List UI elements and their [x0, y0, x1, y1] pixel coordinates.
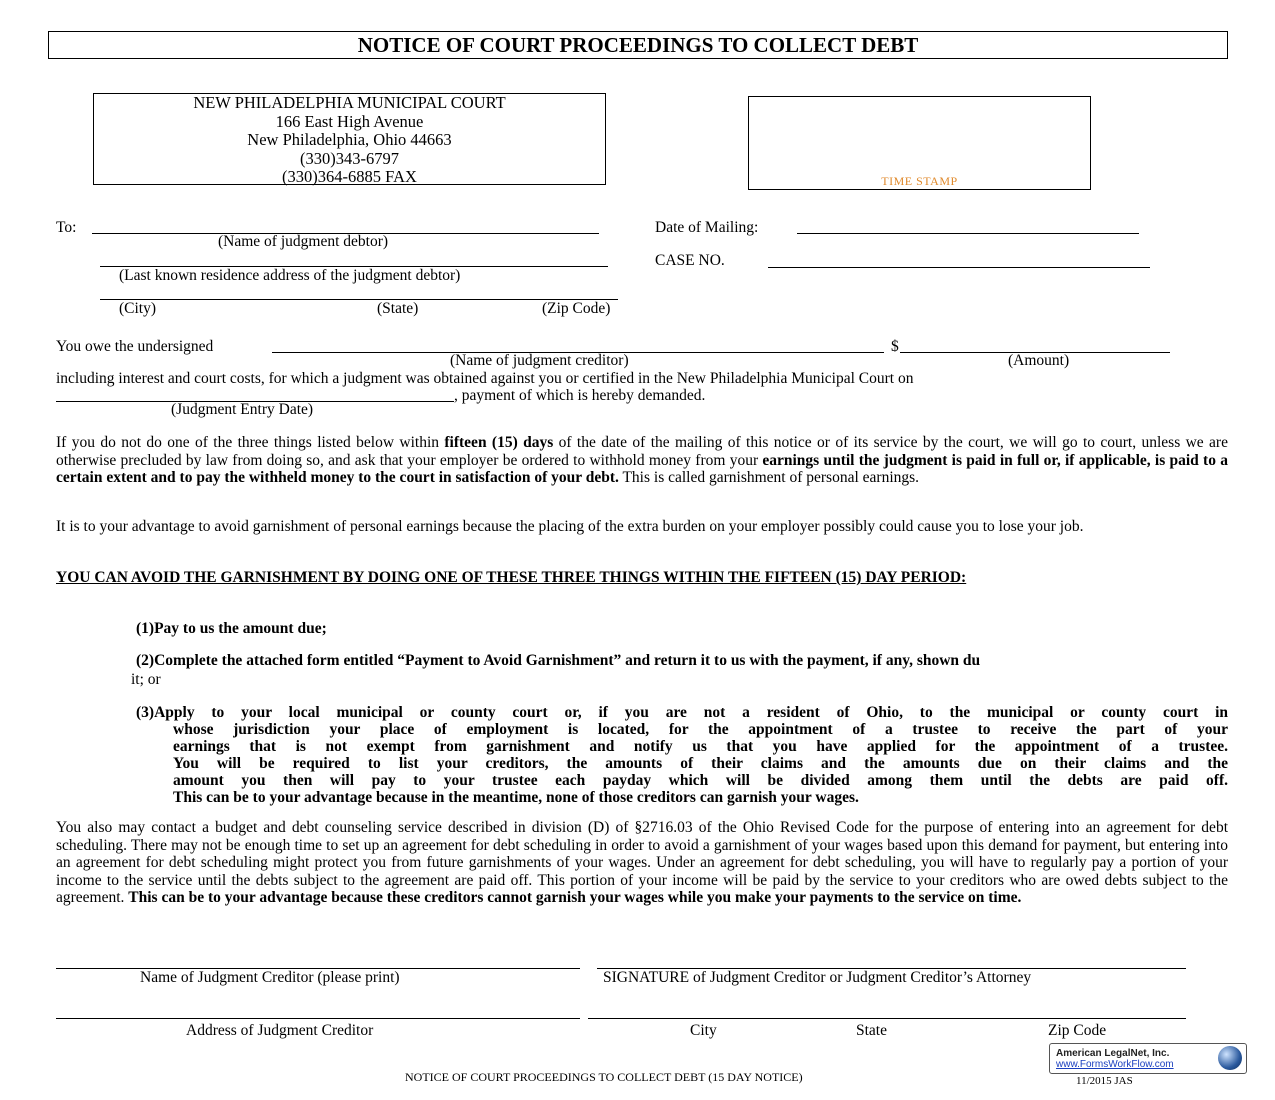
- form-title: NOTICE OF COURT PROCEEDINGS TO COLLECT DEBT: [48, 31, 1228, 59]
- zip-caption: (Zip Code): [542, 300, 611, 317]
- payment-demanded-text: , payment of which is hereby demanded.: [454, 387, 706, 404]
- state-caption: (State): [377, 300, 419, 317]
- para3-bold-text: This can be to your advantage because these creditors cannot garnish your wages while you make your payments to the service on time.: [128, 889, 1022, 906]
- revision-code: 11/2015 JAS: [1076, 1075, 1133, 1087]
- american-legalnet-logo[interactable]: [1049, 1043, 1247, 1074]
- signature-city-caption: City: [690, 1022, 717, 1039]
- option-2-continuation: it; or: [131, 671, 161, 688]
- dollar-sign: $: [891, 338, 899, 355]
- para1-text-a: If you do not do one of the three things listed below within: [56, 434, 445, 451]
- footer-form-title: NOTICE OF COURT PROCEEDINGS TO COLLECT DEBT (15 DAY NOTICE): [405, 1070, 803, 1084]
- signature-zip-caption: Zip Code: [1048, 1022, 1107, 1039]
- debtor-address-caption: (Last known residence address of the judgment debtor): [119, 267, 461, 284]
- to-label: To:: [56, 219, 77, 236]
- globe-icon: [1218, 1046, 1242, 1070]
- logo-url-link[interactable]: www.FormsWorkFlow.com: [1056, 1059, 1174, 1070]
- court-street: 166 East High Avenue: [275, 111, 424, 131]
- date-of-mailing-line[interactable]: [797, 233, 1139, 234]
- you-owe-label: You owe the undersigned: [56, 338, 214, 355]
- court-name: NEW PHILADELPHIA MUNICIPAL COURT: [193, 93, 506, 112]
- creditor-address-line[interactable]: [56, 1018, 580, 1019]
- time-stamp-label: TIME STAMP: [881, 174, 958, 188]
- city-state-zip-signature-line[interactable]: [588, 1018, 1186, 1019]
- judgment-line-text: including interest and court costs, for which a judgment was obtained against you or certified in the New Philadelphia Municipal Court on: [56, 370, 914, 387]
- paragraph-advantage: It is to your advantage to avoid garnishment of personal earnings because the placing of the extra burden on your employer possibly could cause you to lose your job.: [56, 518, 1084, 535]
- para3-text: You also may contact a budget and debt counseling service described in division (D) of §2716.03 of the Ohio Revised Code for the purpose of entering into an agreement for debt scheduling. There may not be enough time to set up an agreement for debt scheduling in order to avoid a garnishment of your wages based upon this demand for payment, but entering into an agreement for debt scheduling might protect you from future garnishments of your wages. Under an agreement for debt scheduling, you will have to regularly pay a portion of your income to the service until the debts subject to the agreement are paid off. This portion of your income will be paid by the service to your creditors who are owed debts subject to the agreement.: [56, 819, 1228, 906]
- judgment-date-caption: (Judgment Entry Date): [171, 401, 314, 418]
- signature-state-caption: State: [856, 1022, 887, 1039]
- logo-company-name: American LegalNet, Inc.: [1056, 1048, 1170, 1059]
- debtor-name-caption: (Name of judgment debtor): [218, 233, 389, 250]
- court-city: New Philadelphia, Ohio 44663: [247, 130, 452, 149]
- option-3-line-4: You will be required to list your creditors, the amounts of their claims and the amounts due on their claims and the: [173, 755, 1228, 772]
- creditor-print-name-caption: Name of Judgment Creditor (please print): [140, 969, 400, 986]
- option-2: (2)Complete the attached form entitled “Payment to Avoid Garnishment” and return it to us with the payment, if any, shown du: [136, 652, 981, 669]
- city-state-zip-line[interactable]: [100, 299, 618, 300]
- para1-fifteen-days: fifteen (15) days: [444, 434, 554, 451]
- option-3-line-1: (3)Apply to your local municipal or county court or, if you are not a resident of Ohio, to the municipal or county court in: [136, 704, 1228, 721]
- option-1: (1)Pay to us the amount due;: [136, 620, 327, 637]
- option-3-line-6: This can be to your advantage because in the meantime, none of those creditors can garnish your wages.: [173, 789, 859, 806]
- para1-bold-earnings: earnings until the judgment is paid in full or, if applicable, is paid to a certain extent and to pay the withheld money to the court in satisfaction of your debt.: [56, 451, 1228, 486]
- court-info-box: [93, 93, 606, 185]
- case-no-label: CASE NO.: [655, 252, 725, 269]
- case-no-line[interactable]: [768, 267, 1150, 268]
- avoid-garnishment-heading: YOU CAN AVOID THE GARNISHMENT BY DOING ONE OF THESE THREE THINGS WITHIN THE FIFTEEN (15) DAY PERIOD:: [56, 569, 967, 586]
- paragraph-debt-counseling: [56, 819, 1228, 907]
- option-3-line-2: whose jurisdiction your place of employment is located, for the appointment of a trustee to receive the part of your: [173, 721, 1228, 738]
- court-phone: (330)343-6797: [300, 148, 399, 168]
- creditor-name-caption: (Name of judgment creditor): [450, 352, 629, 369]
- option-3-line-5: amount you then will pay to your trustee each payday which will be divided among them until the debts are paid off.: [173, 772, 1228, 789]
- creditor-address-caption: Address of Judgment Creditor: [186, 1022, 374, 1039]
- option-3-line-3: earnings that is not exempt from garnishment and notify us that you have applied for the appointment of a trustee.: [173, 738, 1228, 755]
- amount-caption: (Amount): [1008, 352, 1070, 369]
- time-stamp-box: [748, 96, 1091, 190]
- date-of-mailing-label: Date of Mailing:: [655, 219, 759, 236]
- paragraph-garnishment-warning: [56, 434, 1228, 487]
- para1-text-c: of the date of the mailing of this notice or of its service by the court, we will go to court, unless we are otherwise precluded by law from doing so, and ask that your employer be ordered to withhold money from your: [56, 434, 1228, 469]
- court-fax: (330)364-6885 FAX: [282, 167, 417, 186]
- para1-text-e: This is called garnishment of personal earnings.: [618, 469, 920, 486]
- signature-caption: SIGNATURE of Judgment Creditor or Judgment Creditor’s Attorney: [603, 969, 1032, 986]
- city-caption: (City): [119, 300, 157, 317]
